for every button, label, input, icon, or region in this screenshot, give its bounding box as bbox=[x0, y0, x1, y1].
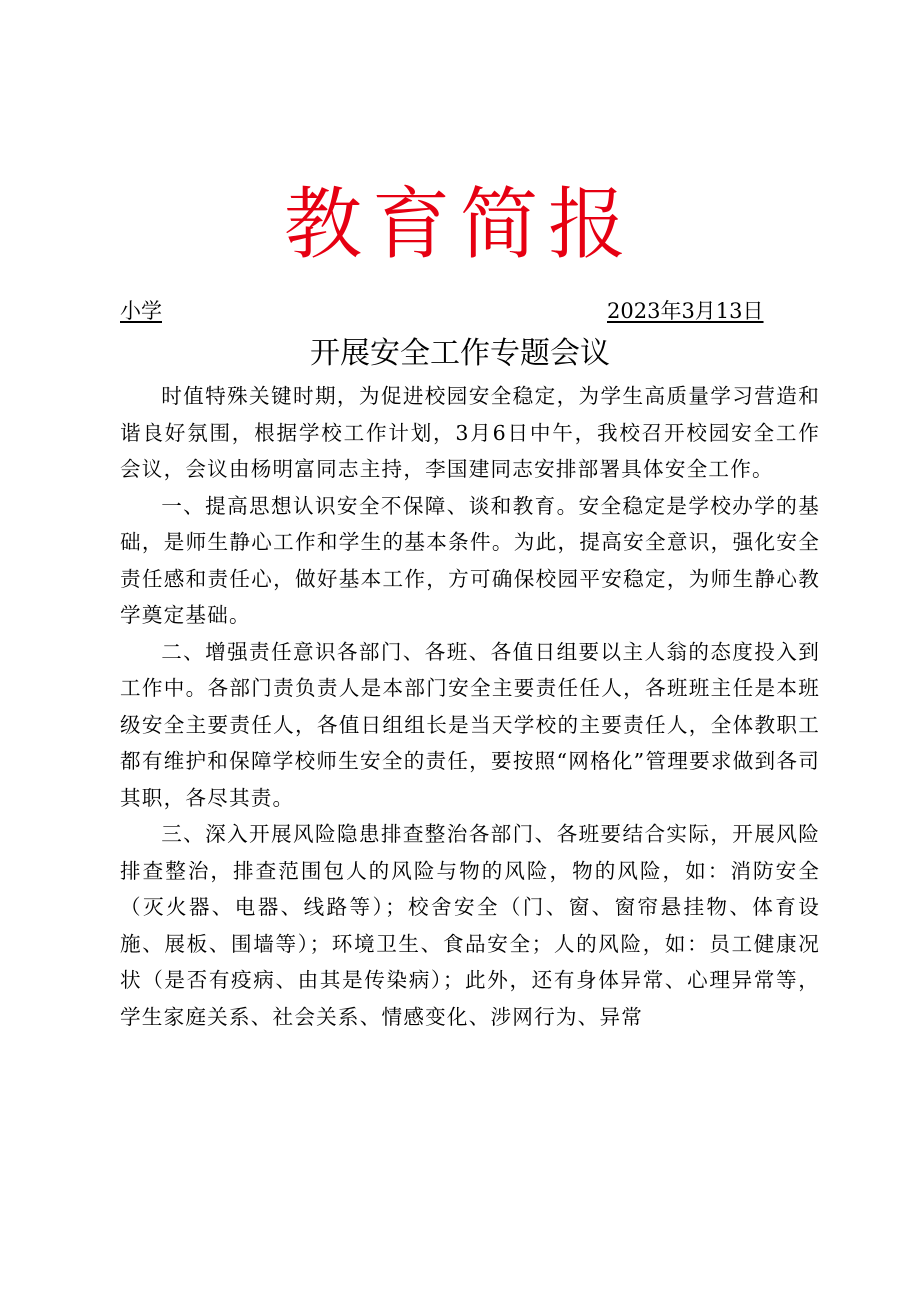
article-body bbox=[120, 378, 820, 1035]
paragraph-intro: 时值特殊关键时期，为促进校园安全稳定，为学生高质量学习营造和谐良好氛围，根据学校工作计划，3月6日中午，我校召开校园安全工作会议，会议由杨明富同志主持，李国建同志安排部署具体安全工作。 bbox=[120, 384, 820, 481]
paragraph-2: 二、增强责任意识各部门、各班、各值日组要以主人翁的态度投入到工作中。各部门责负责人是本部门安全主要责任任人，各班班主任是本班级安全主要责任人，各值日组组长是当天学校的主要责任人，全体教职工都有维护和保障学校师生安全的责任，要按照“网格化”管理要求做到各司其职，各尽其责。 bbox=[120, 639, 820, 810]
meta-row bbox=[120, 296, 790, 326]
paragraph-3: 三、深入开展风险隐患排查整治各部门、各班要结合实际，开展风险排查整治，排查范围包人的风险与物的风险，物的风险，如：消防安全（灭火器、电器、线路等）；校舍安全（门、窗、窗帘悬挂物、体育设施、展板、围墙等）；环境卫生、食品安全；人的风险，如：员工健康况状（是否有疫病、由其是传染病）；此外，还有身体异常、心理异常等，学生家庭关系、社会关系、情感变化、涉网行为、异常 bbox=[120, 822, 820, 1029]
article-headline: 开展安全工作专题会议 bbox=[310, 336, 610, 371]
masthead-title: 教育简报 bbox=[283, 180, 636, 270]
school-name: 小学 bbox=[120, 299, 162, 323]
issue-date: 2023年3月13日 bbox=[607, 299, 764, 323]
paragraph-1: 一、提高思想认识安全不保障、谈和教育。安全稳定是学校办学的基础，是师生静心工作和学生的基本条件。为此，提高安全意识，强化安全责任感和责任心，做好基本工作，方可确保校园平安稳定，为师生静心教学奠定基础。 bbox=[120, 493, 820, 627]
